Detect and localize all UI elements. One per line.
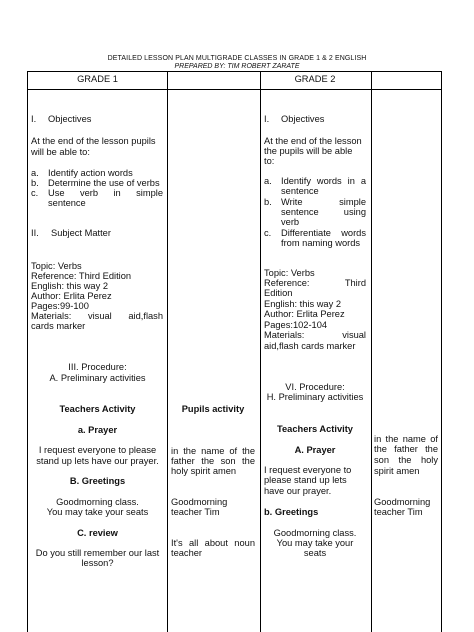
pupils1-greeting-response-line: Goodmorning (171, 497, 228, 507)
grade2-prayer-heading: A. Prayer (294, 445, 336, 455)
grade1-topic-line: Topic: Verbs (31, 261, 82, 271)
header-row-divider (28, 89, 441, 90)
doc-title: DETAILED LESSON PLAN MULTIGRADE CLASSES IN GRADE 1 & 2 ENGLISH (107, 55, 367, 62)
grade1-review-heading: C. review (77, 528, 118, 538)
grade2-objective-item: Differentiate words (281, 228, 366, 238)
pupils2-prayer-response-line: in the name of (374, 434, 438, 444)
grade2-objective-item: sentence (281, 186, 319, 196)
grade2-objective-item: Write simple (281, 197, 366, 207)
grade2-prayer-text-line: have our prayer. (264, 486, 332, 496)
grade1-objective-marker: a. (31, 168, 39, 178)
pupils1-prayer-response-line: holy spirit amen (171, 466, 237, 476)
pupils2-greeting-response-line: Goodmorning (374, 497, 431, 507)
grade2-topic-line: Pages:102-104 (264, 320, 328, 330)
grade1-greetings-text-line: Goodmorning class. (56, 497, 139, 507)
grade2-objectives-intro-line: to: (264, 156, 275, 166)
grade2-objectives-intro-line: At the end of the lesson (264, 136, 362, 146)
grade1-objective-item: Identify action words (48, 168, 133, 178)
column-divider (167, 72, 168, 632)
grade2-objectives-title: Objectives (281, 114, 325, 124)
grade1-greetings-text-line: You may take your seats (46, 507, 149, 517)
grade1-procedure-heading: III. Procedure: (68, 362, 127, 372)
grade2-objectives-number: I. (264, 114, 270, 124)
grade1-objective-marker: c. (31, 188, 39, 198)
grade1-subject-matter-number: II. (31, 228, 39, 238)
grade1-objective-item: sentence (48, 198, 86, 208)
grade1-teachers-activity-heading: Teachers Activity (59, 404, 136, 414)
grade2-topic-line: Materials: visual (264, 330, 366, 340)
grade2-topic-line: English: this way 2 (264, 299, 341, 309)
grade1-objectives-intro-line: will be able to: (31, 147, 90, 157)
pupils2-prayer-response-line: spirit amen (374, 466, 420, 476)
grade1-objective-marker: b. (31, 178, 39, 188)
grade2-objective-item: Identify words in a (281, 176, 366, 186)
grade1-objectives-title: Objectives (48, 114, 92, 124)
grade2-heading: GRADE 2 (294, 74, 336, 84)
grade1-review-text-line: lesson? (81, 558, 114, 568)
grade1-prayer-text-line: stand up lets have our prayer. (36, 456, 159, 466)
column-divider (371, 72, 372, 632)
pupils2-prayer-response-line: the father the (374, 444, 438, 454)
pupils2-greeting-response-line: teacher Tim (374, 507, 423, 517)
grade2-prayer-text-line: I request everyone to (264, 465, 352, 475)
pupils1-prayer-response-line: father the son the (171, 456, 255, 466)
grade1-topic-line: Author: Erlita Perez (31, 291, 112, 301)
grade2-greetings-heading: b. Greetings (264, 507, 319, 517)
grade2-greetings-text-line: seats (303, 548, 327, 558)
grade1-subject-matter-title: Subject Matter (51, 228, 111, 238)
grade2-greetings-text-line: You may take your (276, 538, 354, 548)
grade1-heading: GRADE 1 (77, 74, 118, 84)
grade1-greetings-heading: B. Greetings (69, 476, 126, 486)
grade1-review-text-line: Do you still remember our last (35, 548, 160, 558)
grade2-objective-item: verb (281, 217, 300, 227)
grade1-topic-line: English: this way 2 (31, 281, 108, 291)
grade2-objective-item: sentence using (281, 207, 366, 217)
grade2-topic-line: Reference: Third (264, 278, 366, 288)
grade2-greetings-text-line: Goodmorning class. (273, 528, 357, 538)
grade1-topic-line: Reference: Third Edition (31, 271, 132, 281)
grade2-procedure-heading: VI. Procedure: (285, 382, 345, 392)
pupils1-review-response-line: teacher (171, 548, 203, 558)
grade1-prayer-text-line: I request everyone to please (38, 445, 157, 455)
pupils1-prayer-response-line: in the name of the (171, 446, 255, 456)
pupils2-prayer-response-line: son the holy (374, 455, 438, 465)
grade1-topic-line: cards marker (31, 321, 86, 331)
grade2-prayer-text-line: please stand up lets (264, 475, 347, 485)
doc-author: PREPARED BY: TIM ROBERT ZARATE (174, 63, 300, 70)
grade2-objective-item: from naming words (281, 238, 361, 248)
grade1-objective-item: Use verb in simple (48, 188, 163, 198)
grade2-topic-line: Topic: Verbs (264, 268, 315, 278)
grade2-objective-marker: a. (264, 176, 272, 186)
grade1-objectives-number: I. (31, 114, 37, 124)
grade2-objective-marker: c. (264, 228, 272, 238)
grade2-topic-line: Author: Erlita Perez (264, 309, 345, 319)
pupils1-review-response-line: It's all about noun (171, 538, 255, 548)
pupils1-greeting-response-line: teacher Tim (171, 507, 220, 517)
grade2-objectives-intro-line: the pupils will be able (264, 146, 353, 156)
grade1-preliminary-activities: A. Preliminary activities (49, 373, 146, 383)
grade1-objectives-intro-line: At the end of the lesson pupils (31, 136, 156, 146)
grade1-topic-line: Materials: visual aid,flash (31, 311, 163, 321)
grade2-preliminary-activities: H. Preliminary activities (266, 392, 364, 402)
grade2-objective-marker: b. (264, 197, 272, 207)
grade2-topic-line: aid,flash cards marker (264, 341, 356, 351)
grade1-objective-item: Determine the use of verbs (48, 178, 160, 188)
grade1-prayer-heading: a. Prayer (77, 425, 118, 435)
grade2-topic-line: Edition (264, 288, 293, 298)
pupils-activity-heading: Pupils activity (181, 404, 245, 414)
grade2-teachers-activity-heading: Teachers Activity (277, 424, 353, 434)
grade1-topic-line: Pages:99-100 (31, 301, 89, 311)
